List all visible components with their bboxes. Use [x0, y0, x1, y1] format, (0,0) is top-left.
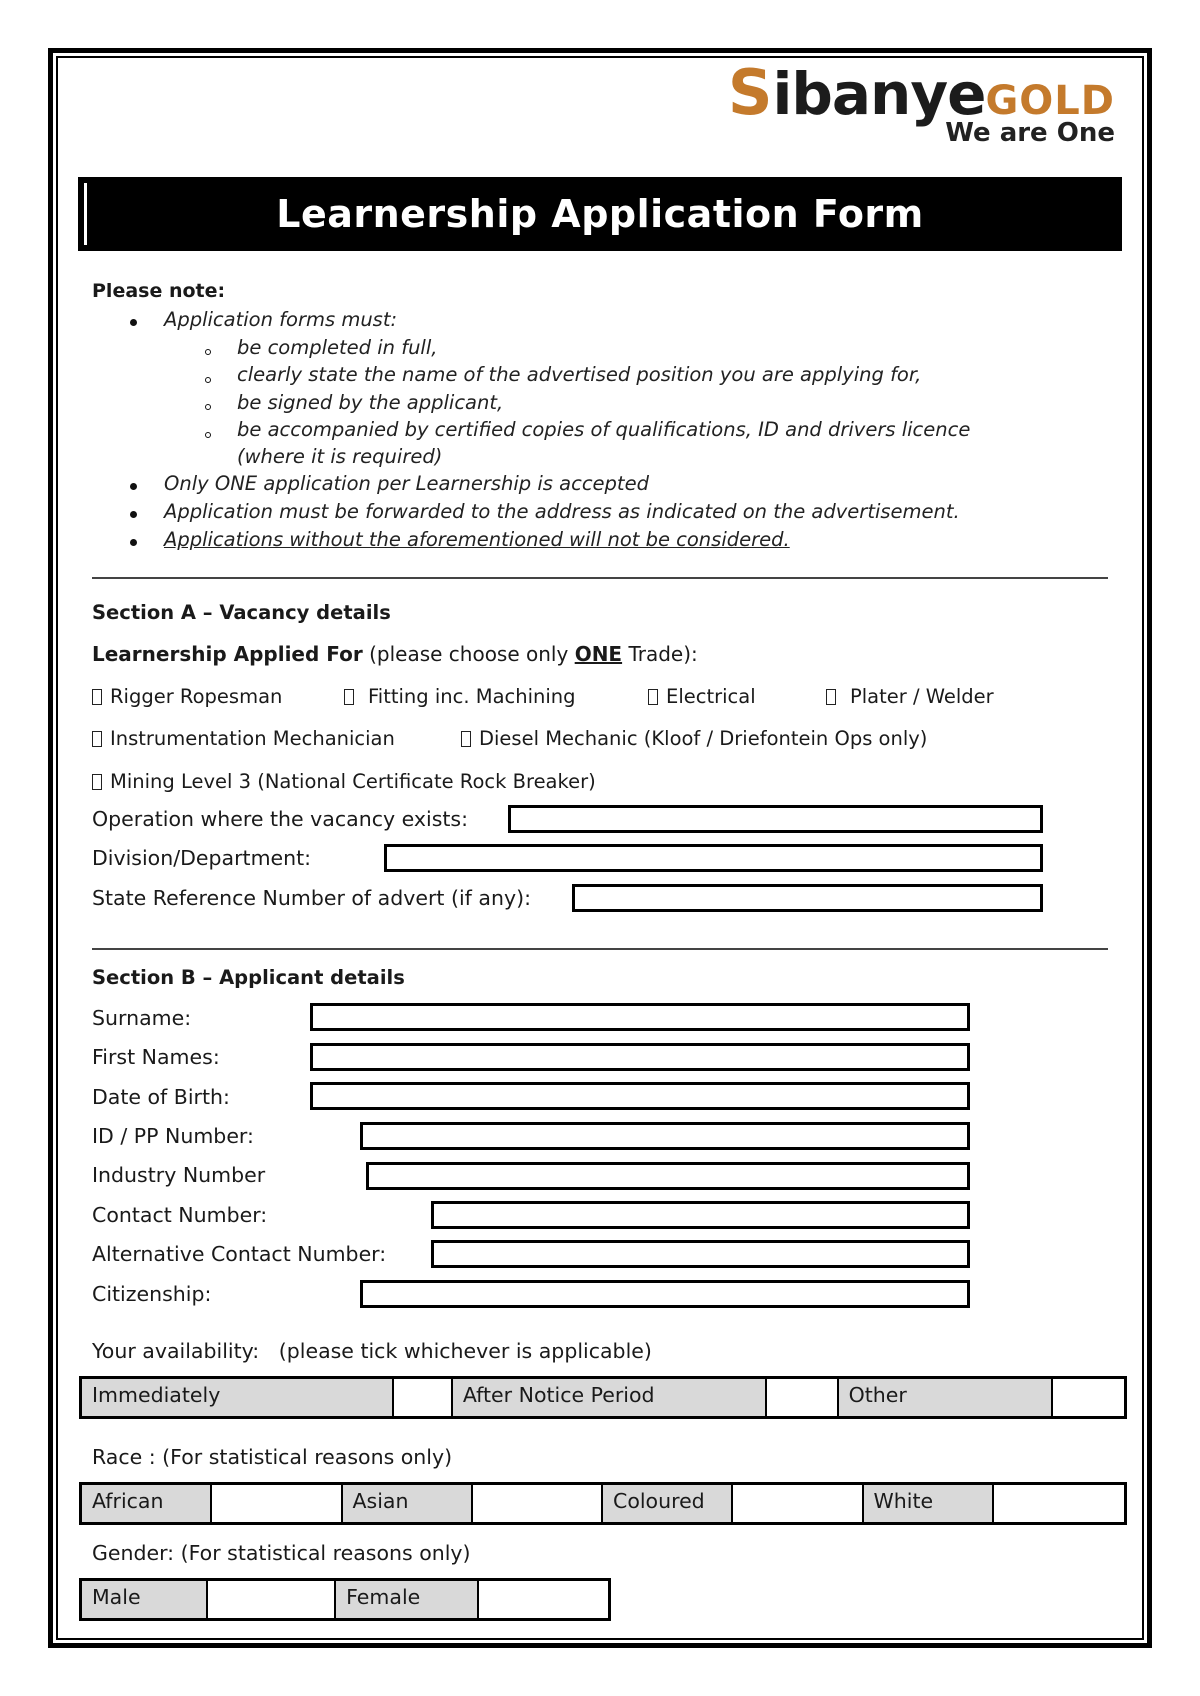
division-label: Division/Department: [92, 846, 312, 870]
race-african-checkbox[interactable] [212, 1485, 342, 1522]
id-number-label: ID / PP Number: [92, 1124, 254, 1148]
trade-heading-suffix: Trade): [622, 642, 698, 666]
industry-number-label: Industry Number [92, 1163, 266, 1187]
trade-option-instrumentation[interactable] [92, 727, 395, 750]
bullet-icon [130, 483, 137, 490]
first-names-label: First Names: [92, 1045, 220, 1069]
race-white-checkbox[interactable] [994, 1485, 1124, 1522]
divider [92, 948, 1108, 950]
logo-initial: S [727, 56, 773, 129]
race-label: Race : (For statistical reasons only) [92, 1445, 453, 1469]
requirement-item: be signed by the applicant, [237, 391, 504, 414]
availability-notice-checkbox[interactable] [767, 1379, 839, 1416]
note-intro: Application forms must: [164, 308, 398, 331]
surname-label: Surname: [92, 1006, 192, 1030]
trade-option-label: Electrical [666, 685, 756, 708]
availability-option-label: After Notice Period [453, 1379, 767, 1416]
gender-male-checkbox[interactable] [208, 1581, 337, 1618]
reference-number-label: State Reference Number of advert (if any): [92, 886, 531, 910]
race-option-label: African [82, 1485, 212, 1522]
operation-input[interactable] [508, 805, 1043, 833]
requirement-item: be completed in full, [237, 336, 438, 359]
checkbox-icon[interactable] [92, 689, 102, 705]
alt-contact-number-input[interactable] [431, 1240, 970, 1268]
checkbox-icon[interactable] [648, 689, 658, 705]
sub-bullet-icon [205, 404, 211, 410]
contact-number-label: Contact Number: [92, 1203, 268, 1227]
trade-option-label: Rigger Ropesman [110, 685, 283, 708]
divider [92, 577, 1108, 579]
industry-number-input[interactable] [366, 1162, 970, 1190]
availability-title: Your availability: [92, 1339, 260, 1363]
sub-bullet-icon [205, 377, 211, 383]
race-table [79, 1482, 1127, 1525]
trade-option-plater-welder[interactable] [826, 685, 994, 708]
bullet-icon [130, 319, 137, 326]
trade-option-label: Mining Level 3 (National Certificate Rock Breaker) [110, 770, 596, 793]
first-names-input[interactable] [310, 1043, 970, 1071]
trade-heading [92, 642, 698, 666]
trade-option-fitting[interactable] [344, 685, 576, 708]
gender-female-checkbox[interactable] [479, 1581, 608, 1618]
trade-heading-label: Learnership Applied For [92, 642, 363, 666]
gender-label: Gender: (For statistical reasons only) [92, 1541, 471, 1565]
race-coloured-checkbox[interactable] [733, 1485, 863, 1522]
race-asian-checkbox[interactable] [473, 1485, 603, 1522]
availability-table [79, 1376, 1127, 1419]
sub-bullet-icon [205, 432, 211, 438]
race-option-label: White [864, 1485, 994, 1522]
trade-option-electrical[interactable] [648, 685, 756, 708]
id-number-input[interactable] [360, 1122, 970, 1150]
availability-option-label: Other [839, 1379, 1054, 1416]
date-of-birth-input[interactable] [310, 1082, 970, 1110]
note-bullet: Only ONE application per Learnership is accepted [164, 472, 649, 495]
checkbox-icon[interactable] [92, 774, 102, 790]
requirement-item-continued: (where it is required) [237, 445, 443, 468]
citizenship-input[interactable] [360, 1280, 970, 1308]
logo-wordmark [727, 56, 1115, 129]
trade-option-rigger-ropesman[interactable] [92, 685, 282, 708]
note-bullet-warning: Applications without the aforementioned will not be considered. [164, 528, 790, 551]
trade-option-label: Plater / Welder [850, 685, 994, 708]
trade-heading-one: ONE [574, 642, 623, 666]
division-input[interactable] [384, 844, 1043, 872]
trade-option-label: Instrumentation Mechanician [110, 727, 395, 750]
gender-table [79, 1578, 611, 1621]
trade-option-label: Diesel Mechanic (Kloof / Driefontein Ops only) [479, 727, 928, 750]
citizenship-label: Citizenship: [92, 1282, 212, 1306]
title-bar-accent-line [84, 183, 87, 245]
note-bullet: Application must be forwarded to the address as indicated on the advertisement. [164, 500, 960, 523]
alt-contact-number-label: Alternative Contact Number: [92, 1242, 387, 1266]
checkbox-icon[interactable] [826, 689, 836, 705]
section-a-title: Section A – Vacancy details [92, 601, 391, 624]
form-title: Learnership Application Form [276, 192, 924, 236]
date-of-birth-label: Date of Birth: [92, 1085, 230, 1109]
gender-option-label: Female [336, 1581, 479, 1618]
bullet-icon [130, 511, 137, 518]
availability-label [92, 1339, 652, 1363]
checkbox-icon[interactable] [461, 731, 471, 747]
form-title-bar [78, 177, 1122, 251]
availability-option-label: Immediately [82, 1379, 394, 1416]
availability-immediately-checkbox[interactable] [394, 1379, 453, 1416]
logo-name: ibanye [772, 60, 986, 128]
reference-number-input[interactable] [572, 884, 1043, 912]
race-option-label: Coloured [603, 1485, 733, 1522]
trade-option-diesel-mechanic[interactable] [461, 727, 927, 750]
sub-bullet-icon [205, 349, 211, 355]
checkbox-icon[interactable] [344, 689, 354, 705]
logo-gold: GOLD [985, 78, 1115, 124]
notes-heading: Please note: [92, 280, 226, 302]
operation-label: Operation where the vacancy exists: [92, 807, 468, 831]
requirement-item: clearly state the name of the advertised position you are applying for, [237, 363, 922, 386]
trade-heading-hint: (please choose only [362, 642, 575, 666]
availability-other-checkbox[interactable] [1053, 1379, 1124, 1416]
contact-number-input[interactable] [431, 1201, 970, 1229]
race-option-label: Asian [343, 1485, 473, 1522]
checkbox-icon[interactable] [92, 731, 102, 747]
sibanye-gold-logo [727, 56, 1115, 152]
requirement-item: be accompanied by certified copies of qualifications, ID and drivers licence [237, 418, 971, 441]
availability-hint: (please tick whichever is applicable) [278, 1339, 652, 1363]
bullet-icon [130, 539, 137, 546]
logo-tagline: We are One [945, 118, 1115, 148]
trade-option-label: Fitting inc. Machining [368, 685, 576, 708]
section-b-title: Section B – Applicant details [92, 966, 405, 989]
trade-option-mining-level-3[interactable] [92, 770, 596, 793]
gender-option-label: Male [82, 1581, 208, 1618]
surname-input[interactable] [310, 1003, 970, 1031]
